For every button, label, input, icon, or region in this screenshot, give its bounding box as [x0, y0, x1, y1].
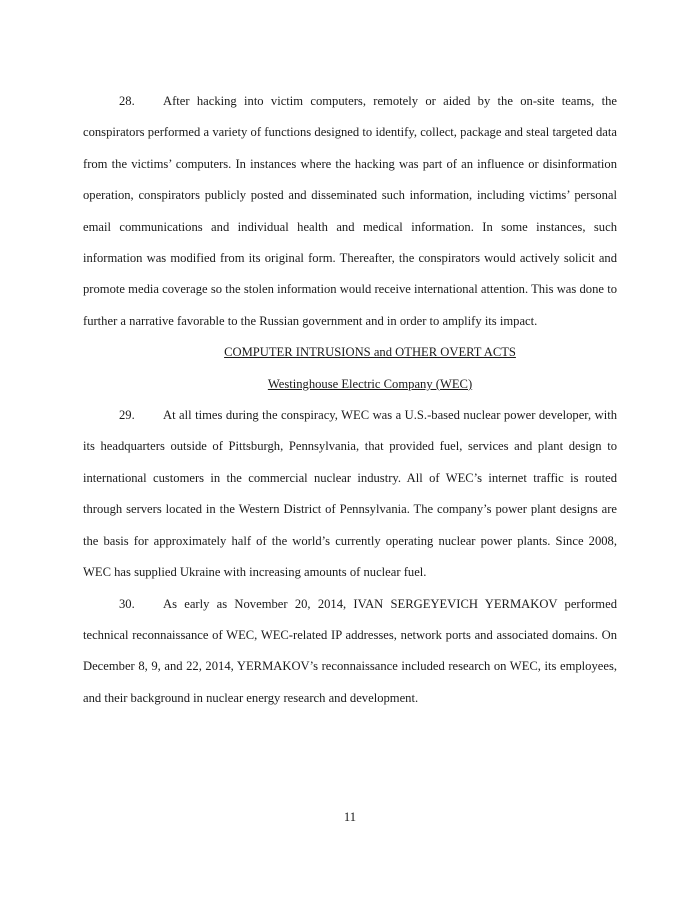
paragraph-28 [83, 86, 617, 337]
document-page [83, 86, 617, 714]
paragraph-text: As early as November 20, 2014, IVAN SERGEYEVICH YERMAKOV performed technical reconnaissance of WEC, WEC-related IP addresses, network ports and associated domains. On December 8, 9, and 22, 2014, YERMAKOV’s reconnaissance included research on WEC, its employees, and their background in nuclear energy research and development. [83, 596, 617, 705]
paragraph-30 [83, 589, 617, 715]
paragraph-number: 30. [119, 596, 135, 611]
subsection-heading: Westinghouse Electric Company (WEC) [267, 376, 473, 391]
section-heading: COMPUTER INTRUSIONS and OTHER OVERT ACTS [224, 345, 516, 360]
paragraph-number: 28. [119, 94, 135, 108]
paragraph-text: At all times during the conspiracy, WEC was a U.S.-based nuclear power developer, with its headquarters outside of Pittsburgh, Pennsylvania, that provided fuel, services and plant design to international customers in the commercial nuclear industry. All of WEC’s internet traffic is routed through servers located in the Western District of Pennsylvania. The company’s power plant designs are the basis for approximately half of the world’s currently operating nuclear power plants. Since 2008, WEC has supplied Ukraine with increasing amounts of nuclear fuel. [83, 408, 617, 580]
paragraph-number: 29. [119, 408, 135, 423]
paragraph-text: After hacking into victim computers, remotely or aided by the on-site teams, the conspirators performed a variety of functions designed to identify, collect, package and steal targeted data from the victims’ computers. In instances where the hacking was part of an influence or disinformation operation, conspirators publicly posted and disseminated such information, including victims’ personal email communications and individual health and medical information. In some instances, such information was modified from its original form. Thereafter, the conspirators would actively solicit and promote media coverage so the stolen information would receive international attention. This was done to further a narrative favorable to the Russian government and in order to amplify its impact. [83, 94, 617, 328]
paragraph-29 [83, 400, 617, 588]
page-number: 11 [343, 810, 357, 824]
